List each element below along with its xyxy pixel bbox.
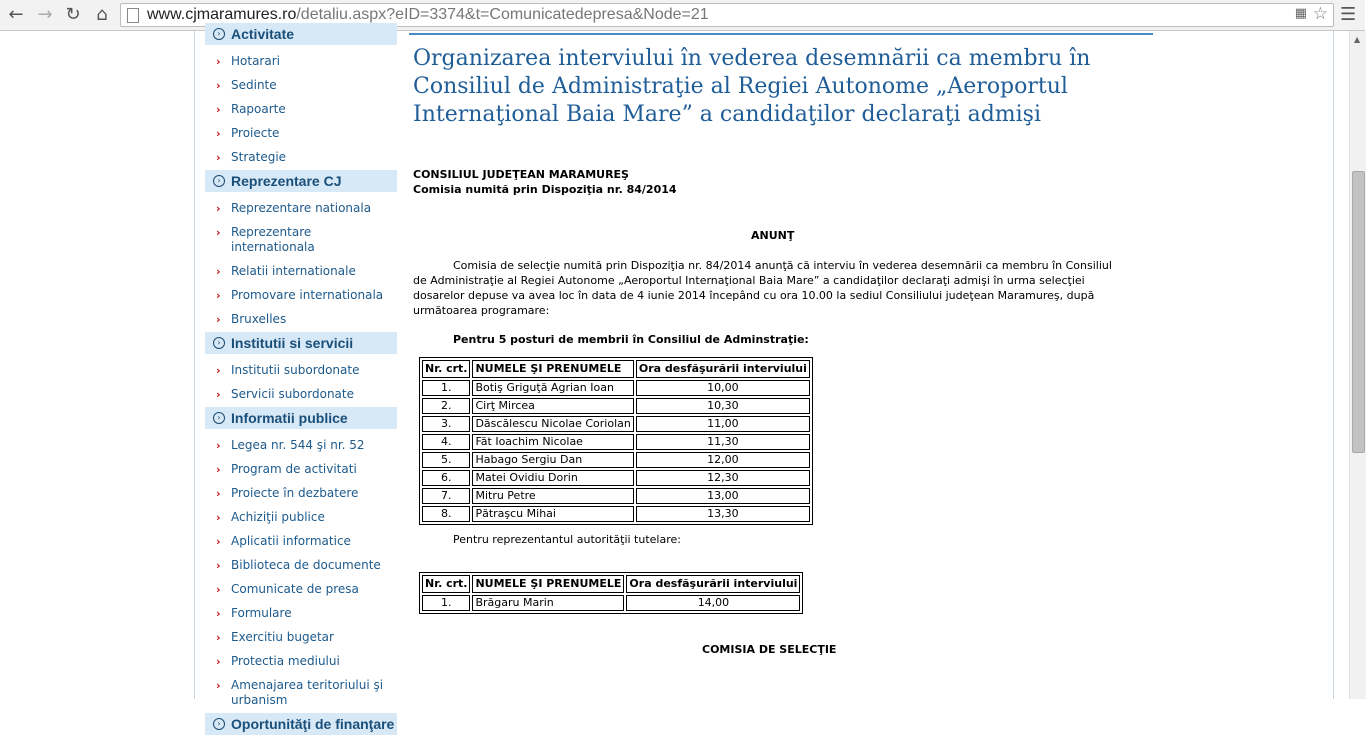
announcement-heading: ANUNŢ [751,229,795,242]
row-number: 1. [422,595,470,611]
sidebar-item[interactable] [205,558,397,573]
table2-caption: Pentru reprezentantul autorităţii tutelare: [453,533,681,546]
sidebar-item-label: Program de activitati [231,462,357,476]
sidebar-item[interactable] [205,582,397,597]
row-number: 1. [422,380,470,396]
article-title: Organizarea interviului în vederea desemnării ca membru în Consiliul de Administraţie al Regiei Autonome „Aeroportul Internaţional Baia Mare” a candidaţilor declaraţi admişi [413,46,1091,127]
sidebar-item[interactable] [205,387,397,402]
candidate-name: Făt Ioachim Nicolae [472,434,633,450]
tutelary-schedule-table [419,572,803,614]
chevron-right-icon: › [216,289,221,302]
page-icon [127,8,139,23]
sidebar-nav [205,21,397,735]
interview-time: 12,30 [636,470,810,486]
interview-time: 10,30 [636,398,810,414]
chevron-right-icon: › [216,202,221,215]
sidebar-item-label: Protectia mediului [231,654,340,668]
chevron-right-icon: › [216,151,221,164]
chevron-right-icon: › [216,679,221,692]
sidebar-item[interactable] [205,486,397,501]
chevron-right-icon: › [216,55,221,68]
chevron-right-icon: › [216,226,221,239]
sidebar-item[interactable] [205,462,397,477]
table1-caption: Pentru 5 posturi de membrii în Consiliul de Adminstraţie: [453,333,809,346]
table-header-cell: NUMELE ŞI PRENUMELE [472,360,633,378]
back-arrow-icon[interactable]: ← [8,4,24,25]
sidebar-item[interactable] [205,654,397,669]
candidate-name: Brăgaru Marin [472,595,624,611]
reload-icon[interactable]: ↻ [65,4,81,25]
sidebar-item-label: Biblioteca de documente [231,558,381,572]
table-header-cell: Ora desfăşurării interviului [636,360,810,378]
table-row [422,595,800,611]
sidebar-item[interactable] [205,78,397,93]
sidebar-item-label: Proiecte [231,126,280,140]
sidebar-item-label: Promovare internationala [231,288,384,302]
candidate-name: Habago Sergiu Dan [472,452,633,468]
browser-menu-icon[interactable]: ☰ [1340,4,1357,25]
chevron-right-icon: › [216,265,221,278]
interview-time: 14,00 [626,595,800,611]
sidebar-item[interactable] [205,438,397,453]
circle-arrow-icon: › [213,175,225,187]
scroll-up-icon[interactable]: ▲ [1354,35,1361,44]
table-row [422,452,810,468]
chevron-right-icon: › [216,559,221,572]
sidebar-section-header[interactable] [205,23,397,45]
chevron-right-icon: › [216,364,221,377]
row-number: 2. [422,398,470,414]
vertical-scrollbar[interactable] [1349,31,1366,699]
chevron-right-icon: › [216,535,221,548]
row-number: 5. [422,452,470,468]
sidebar-item-label: Servicii subordonate [231,387,354,401]
sidebar-item[interactable] [205,363,397,378]
interview-time: 11,00 [636,416,810,432]
chevron-right-icon: › [216,607,221,620]
sidebar-item-label: Reprezentare nationala [231,201,372,215]
sidebar-item-label: Comunicate de presa [231,582,359,596]
sidebar-item[interactable] [205,126,397,141]
candidate-name: Matei Ovidiu Dorin [472,470,633,486]
sidebar-item[interactable] [205,264,397,279]
row-number: 8. [422,506,470,522]
sidebar-item-label: Exercitiu bugetar [231,630,334,644]
table-row [422,380,810,396]
signature: COMISIA DE SELECŢIE [702,643,837,656]
scrollbar-thumb[interactable] [1352,171,1365,453]
table-row [422,398,810,414]
sidebar-item-label: Sedinte [231,78,277,92]
chevron-right-icon: › [216,631,221,644]
candidate-name: Cirţ Mircea [472,398,633,414]
row-number: 7. [422,488,470,504]
circle-arrow-icon: › [213,337,225,349]
org-name: CONSILIUL JUDEŢEAN MARAMUREŞ [413,168,629,181]
sidebar-item[interactable] [205,312,397,327]
sidebar-section-header[interactable] [205,407,397,429]
sidebar-section-title: Activitate [231,26,295,42]
row-number: 6. [422,470,470,486]
sidebar-section-header[interactable] [205,713,397,735]
chevron-right-icon: › [216,487,221,500]
commission-line: Comisia numită prin Dispoziţia nr. 84/2014 [413,183,677,196]
sidebar-item-label: Rapoarte [231,102,286,116]
interview-time: 13,00 [636,488,810,504]
sidebar-item[interactable] [205,606,397,621]
announcement-paragraph: Comisia de selecţie numită prin Dispoziţia nr. 84/2014 anunţă că interviu în vederea desemnării ca membru în Consiliul de Administraţie al Regiei Autonome „Aeroportul Internaţional Baia Mare” a candidaţilor declaraţi admişi în urma selecţiei dosarelor depuse va avea loc în data de 4 iunie 2014 începând cu ora 10.00 la sediul Consiliului judeţean Maramureş, după următoarea programare: [413,259,1112,317]
sidebar-item-label: Achiziţii publice [231,510,325,524]
chevron-right-icon: › [216,388,221,401]
translate-icon[interactable]: ▦ [1294,6,1307,21]
sidebar-section-title: Reprezentare CJ [231,173,342,189]
sidebar-item-label: Amenajarea teritoriului şi urbanism [231,678,384,707]
row-number: 3. [422,416,470,432]
url-path: /detaliu.aspx?eID=3374&t=Comunicatedepresa&Node=21 [296,6,709,23]
sidebar-item-label: Legea nr. 544 şi nr. 52 [231,438,365,452]
table-row [422,434,810,450]
sidebar-section-title: Oportunităţi de finanţare [231,716,395,732]
circle-arrow-icon: › [213,28,225,40]
chevron-right-icon: › [216,103,221,116]
circle-arrow-icon: › [213,718,225,730]
bookmark-star-icon[interactable]: ☆ [1312,4,1328,24]
chevron-right-icon: › [216,511,221,524]
table-header-cell: NUMELE ŞI PRENUMELE [472,575,624,593]
candidate-name: Mitru Petre [472,488,633,504]
table-header-cell: Nr. crt. [422,360,470,378]
table-header-cell: Ora desfăşurării interviului [626,575,800,593]
sidebar-item-label: Reprezentare internationala [231,225,315,254]
sidebar-item-label: Bruxelles [231,312,287,326]
chevron-right-icon: › [216,439,221,452]
interview-time: 12,00 [636,452,810,468]
sidebar-item-label: Formulare [231,606,292,620]
candidate-name: Dăscălescu Nicolae Coriolan [472,416,633,432]
sidebar-item[interactable] [205,288,397,303]
chevron-right-icon: › [216,127,221,140]
chevron-right-icon: › [216,79,221,92]
sidebar-item-label: Relatii internationale [231,264,356,278]
sidebar-item[interactable] [205,534,397,549]
sidebar-item[interactable] [205,102,397,117]
sidebar-item[interactable] [205,678,397,708]
sidebar-item[interactable] [205,510,397,525]
table-row [422,506,810,522]
sidebar-item[interactable] [205,54,397,69]
sidebar-section-header[interactable] [205,332,397,354]
sidebar-item[interactable] [205,201,397,216]
chevron-right-icon: › [216,583,221,596]
sidebar-item-label: Institutii subordonate [231,363,360,377]
chevron-right-icon: › [216,655,221,668]
table-row [422,488,810,504]
table-header-cell: Nr. crt. [422,575,470,593]
table-row [422,416,810,432]
sidebar-section-title: Informatii publice [231,410,348,426]
chevron-right-icon: › [216,313,221,326]
url-host: www.cjmaramures.ro [147,6,297,23]
forward-arrow-icon[interactable]: → [37,4,53,25]
row-number: 4. [422,434,470,450]
interview-time: 11,30 [636,434,810,450]
sidebar-item[interactable] [205,630,397,645]
chevron-right-icon: › [216,463,221,476]
sidebar-section-header[interactable] [205,170,397,192]
sidebar-item-label: Hotarari [231,54,280,68]
circle-arrow-icon: › [213,412,225,424]
sidebar-item-label: Aplicatii informatice [231,534,351,548]
article-top-rule [409,33,1153,35]
table-row [422,470,810,486]
sidebar-item-label: Strategie [231,150,287,164]
article-main [398,31,1153,699]
sidebar-item[interactable] [205,225,397,255]
sidebar-section-title: Institutii si servicii [231,335,354,351]
candidate-name: Pătraşcu Mihai [472,506,633,522]
interview-time: 10,00 [636,380,810,396]
page-viewport [0,26,1349,732]
interview-time: 13,30 [636,506,810,522]
interview-schedule-table [419,357,813,525]
candidate-name: Botiş Griguţă Agrian Ioan [472,380,633,396]
sidebar-item[interactable] [205,150,397,165]
sidebar-item-label: Proiecte în dezbatere [231,486,359,500]
home-icon[interactable]: ⌂ [96,4,108,25]
